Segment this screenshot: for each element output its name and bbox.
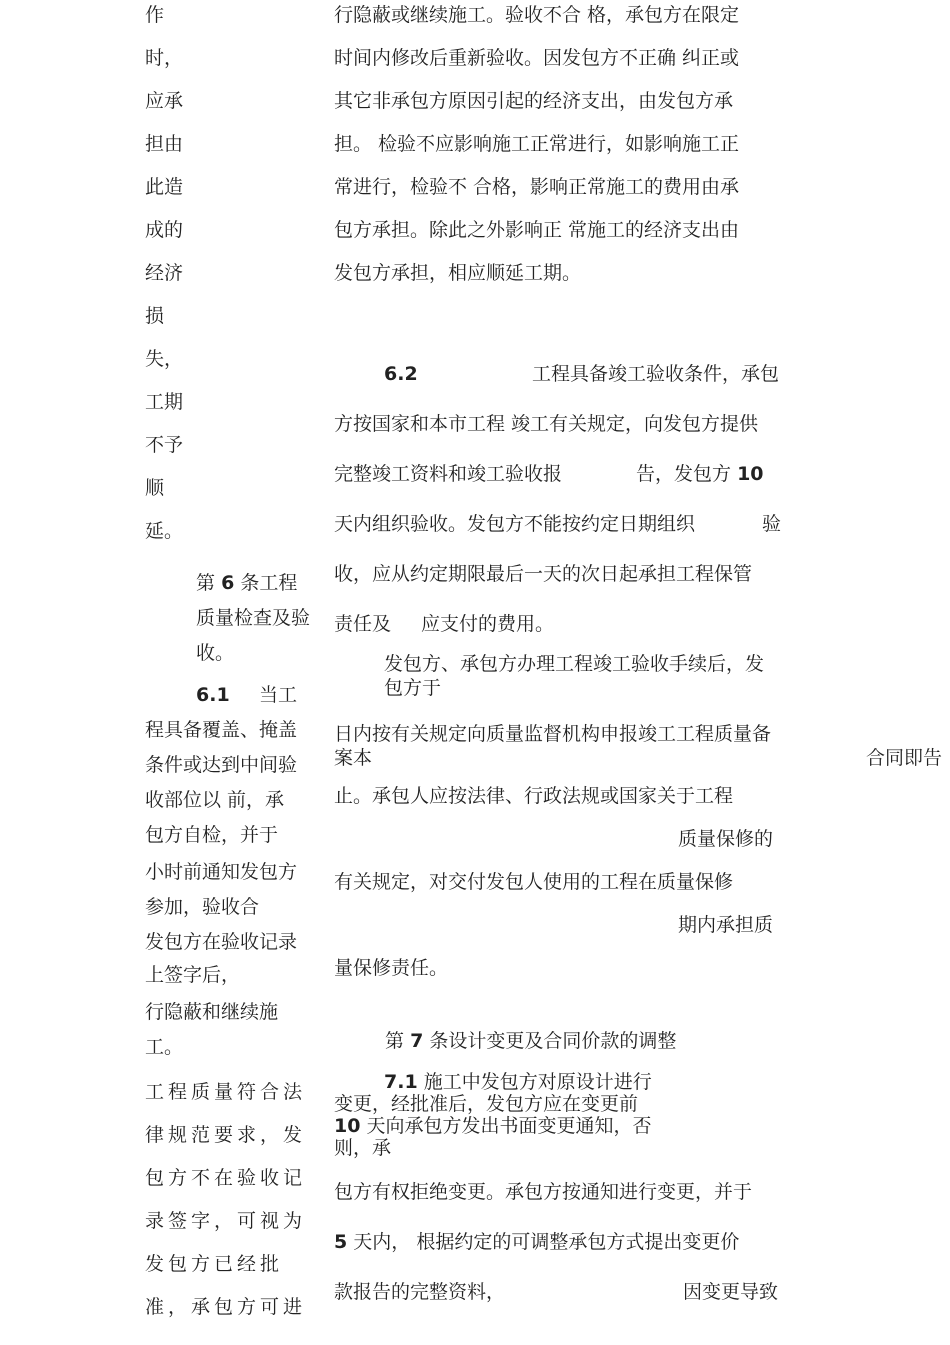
loss-line: 此造: [145, 176, 184, 198]
loss-line: 经济: [145, 262, 184, 284]
clause-6-1-line: 包方自检，并于: [145, 824, 279, 846]
body-line: 其它非承包方原因引起的经济支出，由发包方承: [334, 90, 734, 112]
body-line: 担。 检验不应影响施工正常进行，如影响施工正: [334, 133, 740, 155]
clause-7-1-line: 10 天向承包方发出书面变更通知，否: [334, 1115, 652, 1137]
clause-6-2-number: 6.2: [384, 363, 418, 385]
loss-line: 不予: [145, 434, 184, 456]
clause-6-2-line: 质量保修的: [678, 828, 774, 850]
clause-6-2-line: 止。承包人应按法律、行政法规或国家关于工程: [334, 785, 734, 807]
clause-6-2-line: 验: [762, 513, 782, 535]
clause-6-1-line: 参加，验收合: [145, 896, 260, 918]
clause-6-2-line: 告，发包方 10: [636, 463, 764, 485]
loss-line: 工期: [145, 391, 184, 413]
article-6-heading-line2: 质量检查及验: [196, 607, 311, 629]
loss-line: 作: [145, 4, 165, 26]
clause-6-1-line: 行隐蔽和继续施: [145, 1001, 279, 1023]
clause-6-1-line: 程具备覆盖、掩盖: [145, 719, 298, 741]
clause-7-1-line: 款报告的完整资料，: [334, 1281, 506, 1303]
loss-line: 时，: [145, 47, 184, 69]
clause-6-1-line: 小时前通知发包方: [145, 861, 298, 883]
loss-line: 顺: [145, 477, 165, 499]
clause-6-2-line: 工程具备竣工验收条件，承包: [532, 363, 780, 385]
clause-6-2-line: 发包方、承包方办理工程竣工验收手续后，发: [384, 653, 765, 675]
body-line: 常进行，检验不 合格，影响正常施工的费用由承: [334, 176, 740, 198]
article-number: 6: [221, 572, 235, 594]
loss-line: 成的: [145, 219, 184, 241]
clause-6-1-line: 当工: [259, 684, 298, 706]
loss-line: 损: [145, 305, 165, 327]
body-line: 时间内修改后重新验收。因发包方不正确 纠正或: [334, 47, 740, 69]
clause-7-1-line: 变更，经批准后，发包方应在变更前: [334, 1093, 639, 1115]
clause-6-2-line: 完整竣工资料和竣工验收报: [334, 463, 563, 485]
tail-line: 律规范要求，发: [145, 1124, 307, 1146]
loss-line: 应承: [145, 90, 184, 112]
article-number: 7: [410, 1030, 424, 1052]
clause-6-2-line: 包方于: [384, 677, 442, 699]
clause-7-1-line: 因变更导致: [683, 1281, 779, 1303]
clause-6-1-line: 条件或达到中间验: [145, 754, 298, 776]
clause-6-2-line: 收，应从约定期限最后一天的次日起承担工程保管: [334, 563, 753, 585]
body-line: 行隐蔽或继续施工。验收不合 格，承包方在限定: [334, 4, 740, 26]
clause-6-1-line: 上签字后，: [145, 964, 241, 986]
clause-6-1-number: 6.1: [196, 684, 230, 706]
article-7-heading: 第 7 条设计变更及合同价款的调整: [385, 1030, 677, 1052]
tail-line: 工程质量符合法: [145, 1081, 307, 1103]
clause-6-2-line: 天内组织验收。发包方不能按约定日期组织: [334, 513, 696, 535]
tail-line: 包方不在验收记: [145, 1167, 307, 1189]
clause-6-2-line: 期内承担质: [678, 914, 774, 936]
clause-6-2-line: 有关规定，对交付发包人使用的工程在质量保修: [334, 871, 734, 893]
clause-7-1-line1: 7.1 施工中发包方对原设计进行: [384, 1071, 652, 1093]
days-number: 5: [334, 1231, 348, 1253]
article-6-heading-line3: 收。: [196, 642, 235, 664]
body-line: 包方承担。除此之外影响正 常施工的经济支出由: [334, 219, 740, 241]
clause-6-1-line: 发包方在验收记录: [145, 931, 298, 953]
loss-line: 担由: [145, 133, 184, 155]
clause-6-2-line: 方按国家和本市工程 竣工有关规定，向发包方提供: [334, 413, 759, 435]
article-6-heading: 第 6 条工程: [196, 572, 298, 594]
loss-line: 延。: [145, 520, 184, 542]
clause-7-1-number: 7.1: [384, 1071, 418, 1093]
days-number: 10: [737, 463, 764, 485]
clause-6-2-line: 责任及: [334, 613, 392, 635]
clause-7-1-line: 则，承: [334, 1137, 392, 1159]
tail-line: 发包方已经批: [145, 1253, 284, 1275]
clause-6-1-line: 收部位以 前，承: [145, 789, 285, 811]
cutoff-text: 合同即告: [866, 747, 943, 769]
days-number: 10: [334, 1115, 361, 1137]
clause-6-2-line: 量保修责任。: [334, 957, 449, 979]
clause-6-2-line: 日内按有关规定向质量监督机构申报竣工工程质量备: [334, 723, 772, 745]
clause-6-2-line: 应支付的费用。: [421, 613, 555, 635]
clause-6-1-line: 工。: [145, 1036, 184, 1058]
tail-line: 准，承包方可进: [145, 1296, 307, 1318]
clause-7-1-line: 5 天内， 根据约定的可调整承包方式提出变更价: [334, 1231, 740, 1253]
loss-line: 失，: [145, 348, 184, 370]
clause-6-2-line: 案本: [334, 747, 373, 769]
clause-7-1-line: 包方有权拒绝变更。承包方按通知进行变更，并于: [334, 1181, 753, 1203]
tail-line: 录签字，可视为: [145, 1210, 307, 1232]
body-line: 发包方承担，相应顺延工期。: [334, 262, 582, 284]
